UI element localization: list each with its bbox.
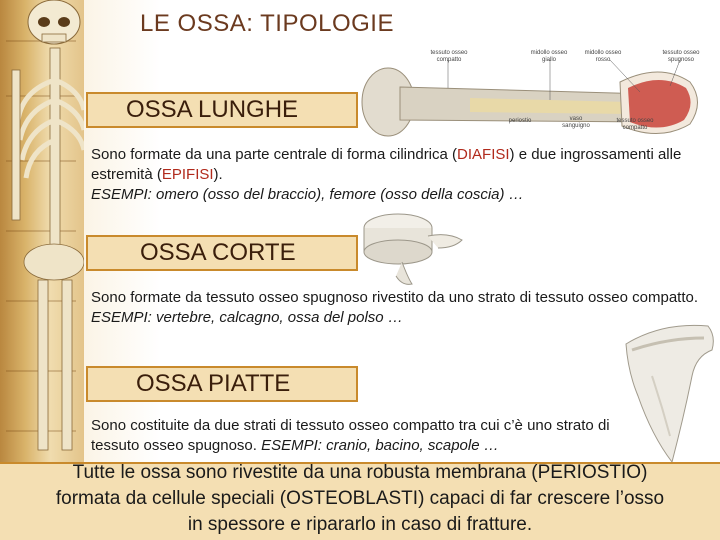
description-ossa-lunghe xyxy=(91,145,716,205)
slide-title: LE OSSA: TIPOLOGIE xyxy=(140,10,394,37)
femur-illustration xyxy=(360,42,720,142)
label-tessuto-spugnoso: tessuto osseo spugnoso xyxy=(662,50,700,63)
bottom-banner xyxy=(0,462,720,540)
label-tessuto-compatto: tessuto osseo compatto xyxy=(430,50,468,63)
term-epifisi: EPIFISI xyxy=(161,166,214,183)
left-decorative-strip xyxy=(0,0,84,462)
term-diafisi: DIAFISI xyxy=(457,146,510,163)
lunghe-text-a: Sono formate da una parte centrale di forma cilindrica ( xyxy=(91,146,458,163)
vertebra-illustration-icon xyxy=(358,206,468,286)
example-ossa-piatte: ESEMPI: cranio, bacino, scapole … xyxy=(261,437,499,454)
skeleton-illustration-icon xyxy=(8,0,84,462)
banner-line-3: in spessore e ripararlo in caso di fratture. xyxy=(187,514,533,535)
banner-line-1: Tutte le ossa sono rivestite da una robusta membrana (PERIOSTIO) xyxy=(72,462,648,483)
label-midollo-giallo: midollo osseo giallo xyxy=(530,50,568,63)
lunghe-text-c: ). xyxy=(213,166,223,183)
description-ossa-piatte xyxy=(91,416,661,456)
label-compatto: tessuto osseo compatto xyxy=(616,118,654,131)
example-ossa-corte: ESEMPI: vertebre, calcagno, ossa del polso … xyxy=(91,309,403,326)
description-ossa-corte xyxy=(91,288,701,328)
piatte-text: Sono costituite da due strati di tessuto osseo compatto tra cui c’è uno strato di tessuto osseo spugnoso. xyxy=(91,417,610,454)
label-midollo-rosso: midollo osseo rosso xyxy=(584,50,622,63)
banner-line-2: formata da cellule speciali (OSTEOBLASTI) capaci di far crescere l’osso xyxy=(55,488,665,509)
corte-text: Sono formate da tessuto osseo spugnoso rivestito da uno strato di tessuto osseo compatto. xyxy=(91,289,699,306)
example-ossa-lunghe: ESEMPI: omero (osso del braccio), femore (osso della coscia) … xyxy=(91,186,524,203)
label-vaso-sanguigno: vaso sanguigno xyxy=(562,116,590,129)
section-heading-ossa-corte: OSSA CORTE xyxy=(86,235,358,271)
lunghe-text-b: ) e due ingrossamenti alle estremità ( xyxy=(91,146,682,183)
label-periostio: periostio xyxy=(508,118,532,124)
section-heading-ossa-lunghe: OSSA LUNGHE xyxy=(86,92,358,128)
section-heading-ossa-piatte: OSSA PIATTE xyxy=(86,366,358,402)
